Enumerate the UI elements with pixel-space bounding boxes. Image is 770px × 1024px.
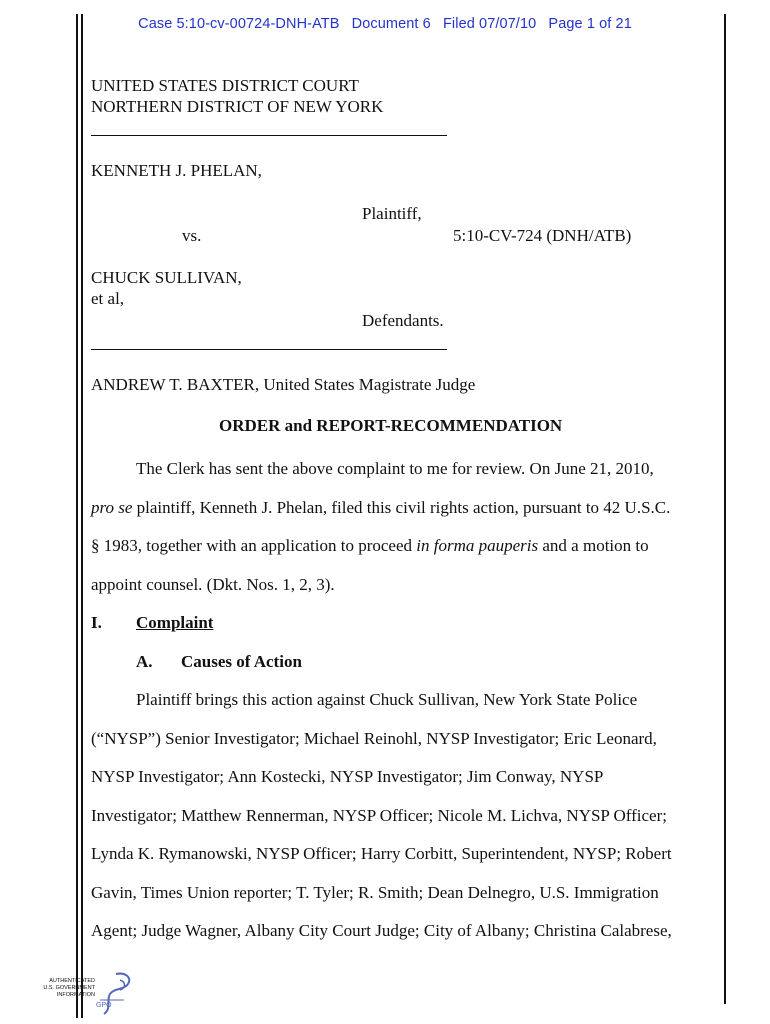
header-page-count: Page 1 of 21 <box>548 16 632 32</box>
subsection-a-heading: Causes of Action <box>181 652 302 671</box>
body-line-text: Gavin, Times Union reporter; T. Tyler; R. Smith; Dean Delnegro, U.S. Immigration <box>91 882 659 902</box>
left-margin-rule-inner <box>81 14 83 1018</box>
subsection-a-number: A. <box>136 652 153 671</box>
intro-line-3-text-a: § 1983, together with an application to proceed <box>91 536 417 555</box>
body-line-text: (“NYSP”) Senior Investigator; Michael Reinohl, NYSP Investigator; Eric Leonard, <box>91 728 657 748</box>
ecf-header <box>0 16 770 32</box>
body-line <box>91 883 701 922</box>
intro-pro-se: pro se <box>91 497 133 517</box>
court-name-line-2: NORTHERN DISTRICT OF NEW YORK <box>91 97 384 116</box>
court-name-line-1: UNITED STATES DISTRICT COURT <box>91 76 359 95</box>
defendant-name: CHUCK SULLIVAN, <box>91 268 242 287</box>
intro-line-4 <box>91 575 701 614</box>
body-line-text: Lynda K. Rymanowski, NYSP Officer; Harry Corbitt, Superintendent, NYSP; Robert <box>91 844 672 863</box>
caption-separator-top <box>91 135 447 136</box>
gpo-authentication-seal <box>40 970 140 1018</box>
intro-line-3 <box>91 536 701 575</box>
plaintiff-name: KENNETH J. PHELAN, <box>91 161 262 180</box>
section-1-number: I. <box>91 613 102 632</box>
intro-line-1-text: The Clerk has sent the above complaint to me for review. On June 21, 2010, <box>136 459 654 478</box>
judge-line: ANDREW T. BAXTER, United States Magistrate Judge <box>91 375 476 394</box>
body-line <box>91 844 701 883</box>
left-margin-rule-outer <box>76 14 78 1018</box>
causes-paragraph <box>91 690 701 960</box>
seal-text-line-1: AUTHENTICATED <box>49 978 95 984</box>
body-line-text: Plaintiff brings this action against Chuck Sullivan, New York State Police <box>136 690 638 709</box>
plaintiff-role: Plaintiff, <box>362 204 422 223</box>
defendant-role: Defendants. <box>362 311 444 330</box>
intro-line-3-text-c: and a motion to <box>538 536 649 555</box>
body-line-text: Agent; Judge Wagner, Albany City Court Judge; City of Albany; Christina Calabrese, <box>91 921 672 940</box>
gpo-eagle-icon <box>86 970 136 1018</box>
body-line <box>91 767 701 806</box>
body-line <box>91 690 701 729</box>
header-document-number: Document 6 <box>351 16 431 32</box>
document-title: ORDER and REPORT-RECOMMENDATION <box>219 416 563 435</box>
intro-paragraph <box>91 459 701 613</box>
body-line <box>91 921 701 960</box>
versus-label: vs. <box>182 226 202 245</box>
case-number: 5:10-CV-724 (DNH/ATB) <box>453 226 632 245</box>
seal-text-line-2: U.S. GOVERNMENT <box>43 985 95 991</box>
defendant-et-al: et al, <box>91 289 125 308</box>
body-line <box>91 729 701 768</box>
header-filed-date: Filed 07/07/10 <box>442 16 537 32</box>
intro-line-4-text: appoint counsel. (Dkt. Nos. 1, 2, 3). <box>91 574 335 594</box>
right-margin-rule <box>724 14 726 1004</box>
intro-line-2-text: plaintiff, Kenneth J. Phelan, filed this civil rights action, pursuant to 42 U.S.C. <box>132 497 671 517</box>
body-line <box>91 806 701 845</box>
body-line-text: NYSP Investigator; Ann Kostecki, NYSP Investigator; Jim Conway, NYSP <box>91 767 604 786</box>
header-case-number: Case 5:10-cv-00724-DNH-ATB <box>138 16 340 32</box>
body-line-text: Investigator; Matthew Rennerman, NYSP Officer; Nicole M. Lichva, NYSP Officer; <box>91 805 667 825</box>
intro-ifp: in forma pauperis <box>416 536 539 555</box>
intro-line-2 <box>91 498 701 537</box>
seal-text-line-3: INFORMATION <box>56 992 95 998</box>
intro-line-1 <box>91 459 701 498</box>
seal-gpo-mark: GPO <box>96 1002 112 1009</box>
section-1-heading: Complaint <box>136 613 214 632</box>
caption-separator-bottom <box>91 349 447 350</box>
